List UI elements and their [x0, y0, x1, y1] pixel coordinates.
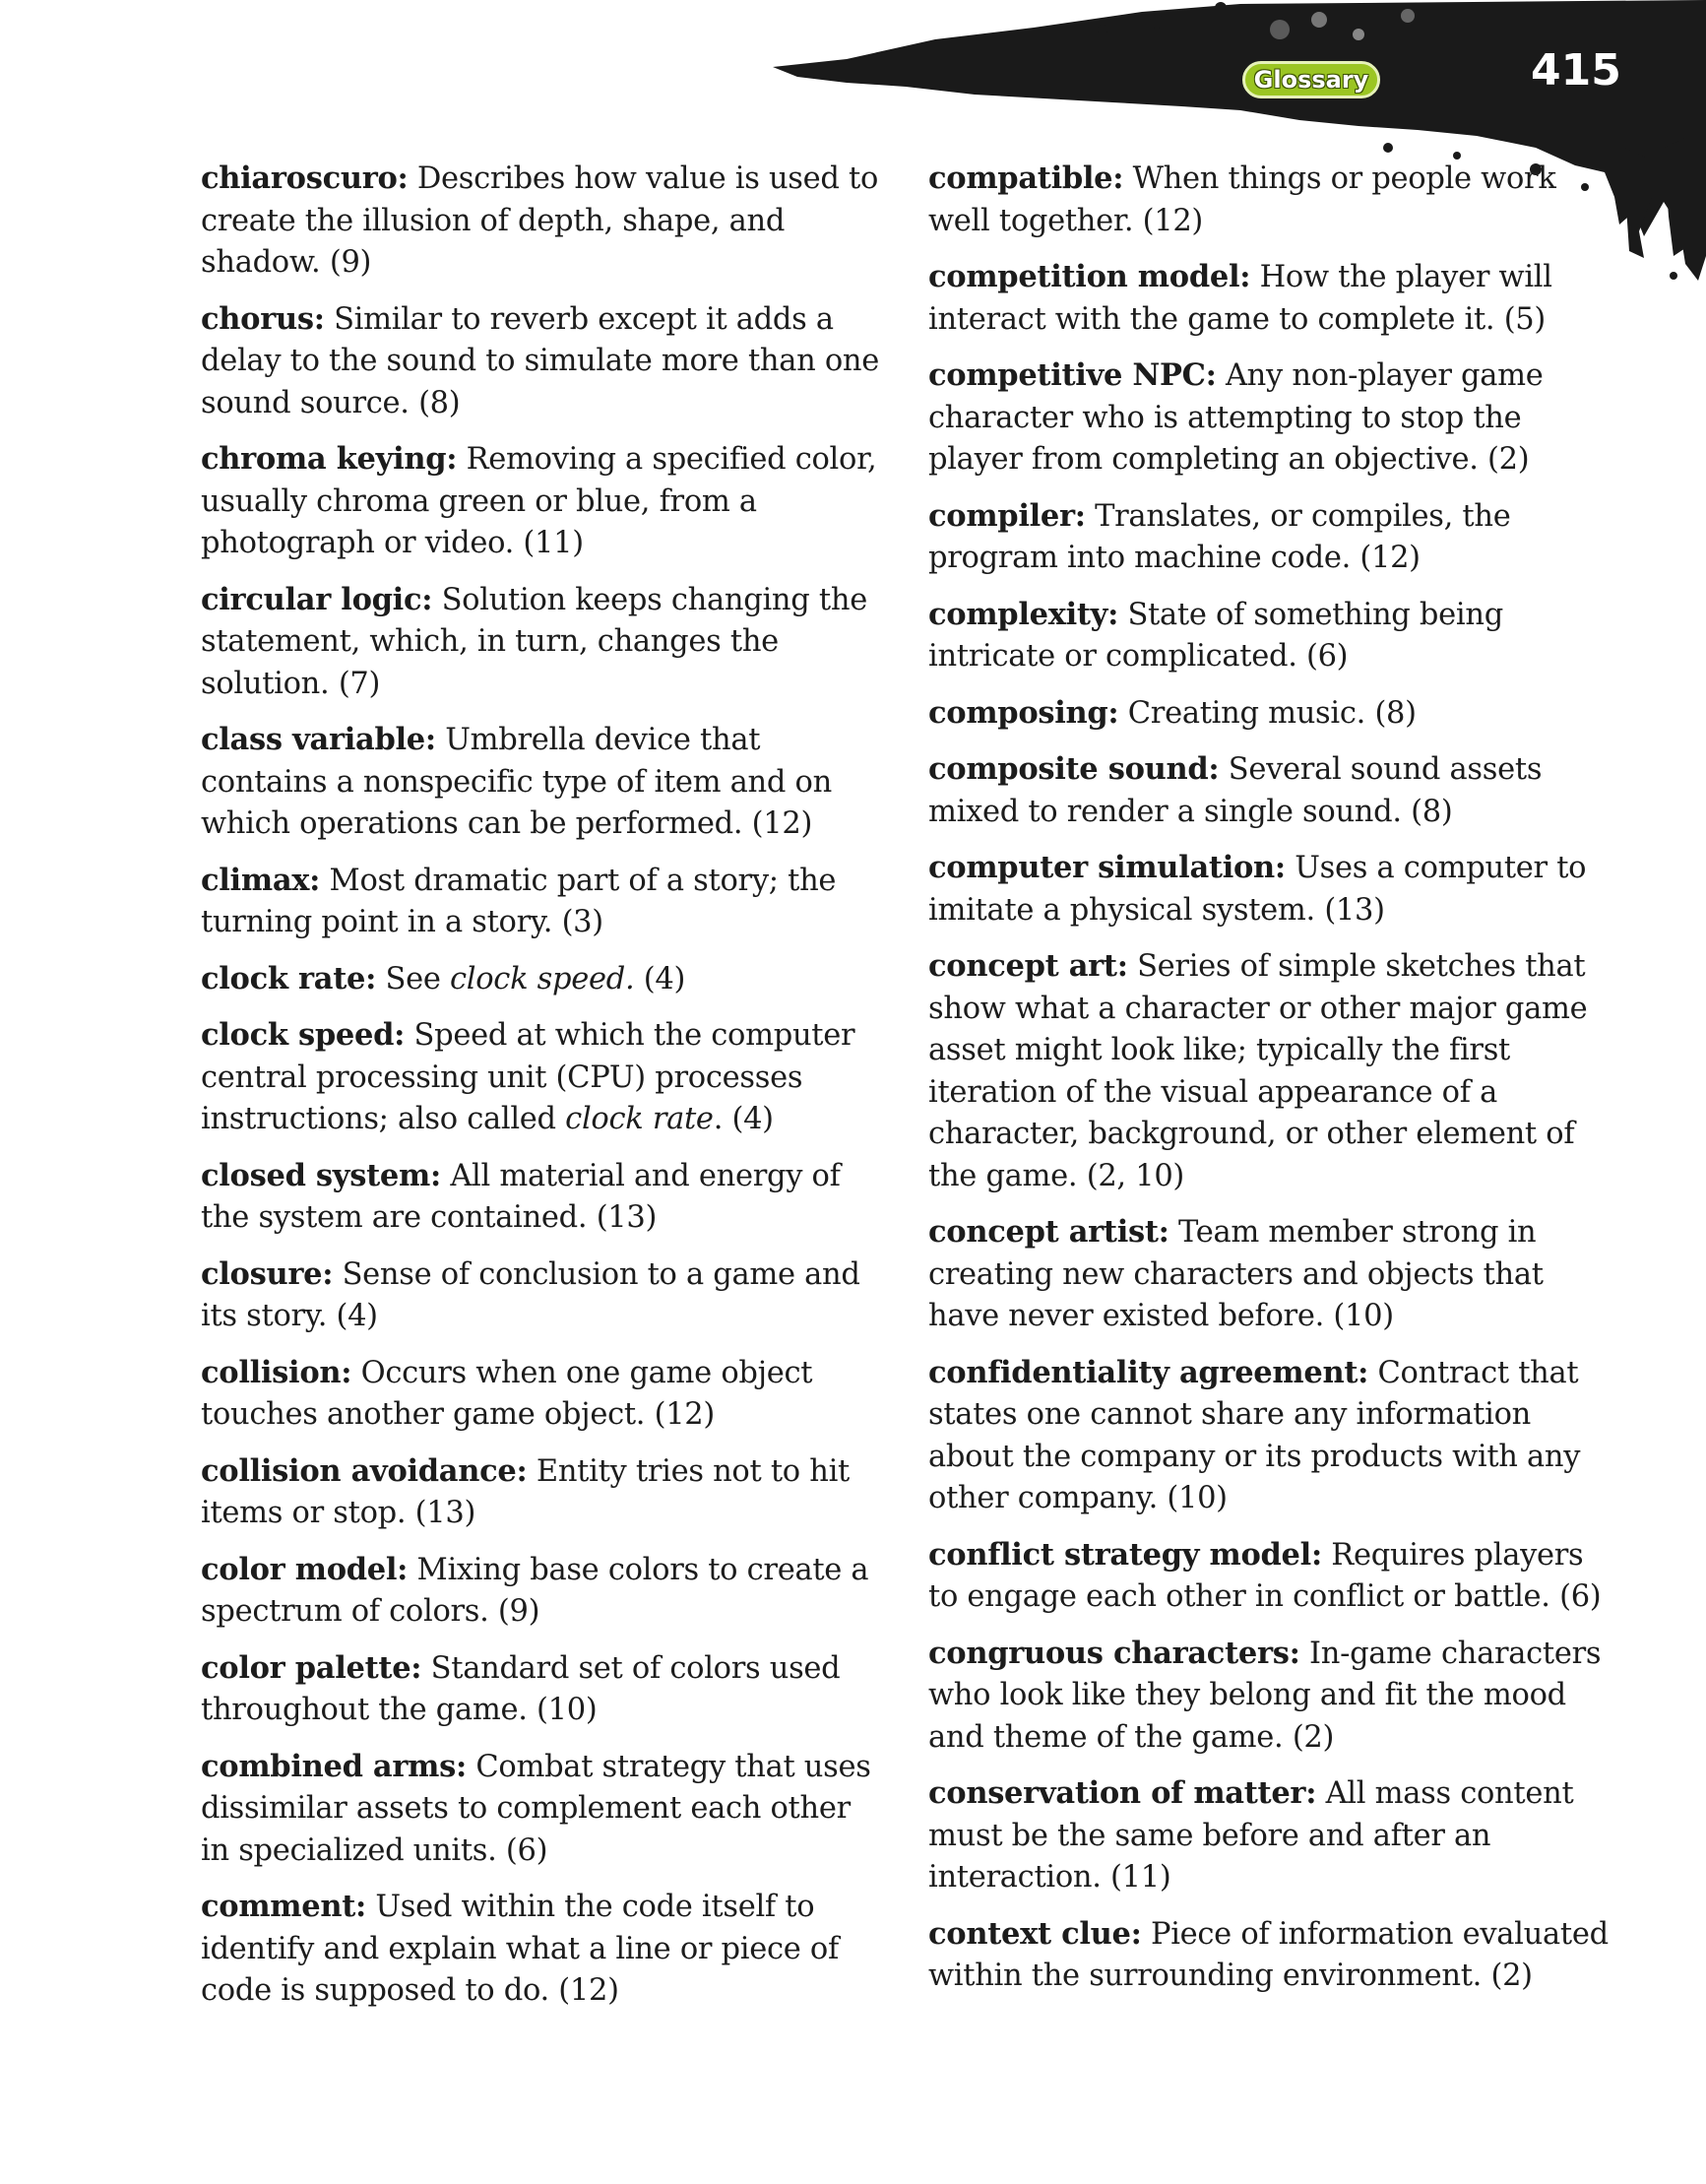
glossary-definition: Standard set of colors used throughout the game. (10) [201, 1650, 841, 1727]
glossary-term: clock speed: [201, 1017, 406, 1053]
glossary-term: color palette: [201, 1649, 422, 1686]
glossary-entry [928, 158, 1612, 242]
glossary-term: concept art: [928, 948, 1128, 984]
glossary-entry [201, 860, 880, 944]
glossary-term: combined arms: [201, 1748, 467, 1784]
glossary-definition: Sense of conclusion to a game and its story. (4) [201, 1256, 860, 1333]
glossary-definition: Used within the code itself to identify and explain what a line or piece of code is supposed to do. (12) [201, 1890, 839, 2008]
glossary-definition: Umbrella device that contains a nonspecific type of item and on which operations can be performed. (12) [201, 723, 832, 841]
glossary-term: complexity: [928, 596, 1119, 632]
glossary-term: composing: [928, 694, 1119, 731]
glossary-definition: Speed at which the computer central processing unit (CPU) processes instructions; also called [201, 1018, 855, 1136]
glossary-entry [928, 748, 1612, 833]
glossary-term: competitive NPC: [928, 357, 1217, 393]
glossary-term: comment: [201, 1889, 366, 1924]
glossary-entry [928, 1772, 1612, 1899]
glossary-definition: Most dramatic part of a story; the turning point in a story. (3) [201, 863, 837, 939]
glossary-term: chroma keying: [201, 441, 458, 477]
glossary-definition: Piece of information evaluated within the surrounding environment. (2) [928, 1916, 1609, 1993]
glossary-definition: In-game characters who look like they belong and fit the mood and theme of the game. (2) [928, 1636, 1602, 1755]
glossary-term: computer simulation: [928, 850, 1286, 885]
glossary-definition: Contract that states one cannot share any information about the company or its products with any other company. (10) [928, 1355, 1581, 1515]
glossary-term: class variable: [201, 722, 436, 757]
glossary-definition: How the player will interact with the game to complete it. (5) [928, 260, 1552, 337]
glossary-definition: Any non-player game character who is attempting to stop the player from completing an objective. (2) [928, 358, 1544, 477]
cross-reference: clock rate [565, 1102, 714, 1136]
glossary-entry [928, 495, 1612, 580]
glossary-definition: Mixing base colors to create a spectrum of colors. (9) [201, 1552, 869, 1629]
glossary-definition: See [376, 961, 450, 996]
glossary-entry [201, 438, 880, 565]
glossary-entry [201, 1886, 880, 2013]
glossary-term: concept artist: [928, 1214, 1169, 1250]
glossary-definition: Team member strong in creating new characters and objects that have never existed before. (10) [928, 1215, 1544, 1333]
glossary-column-right [928, 158, 1612, 2012]
glossary-entry [201, 1450, 880, 1535]
glossary-entry [928, 256, 1612, 341]
glossary-term: chiaroscuro: [201, 161, 409, 196]
chapter-reference: . (4) [713, 1102, 774, 1136]
glossary-definition: All mass content must be the same before and after an interaction. (11) [928, 1776, 1574, 1895]
glossary-term: closure: [201, 1255, 334, 1292]
glossary-term: closed system: [201, 1157, 441, 1193]
glossary-entry [928, 945, 1612, 1197]
glossary-term: color model: [201, 1551, 409, 1587]
glossary-entry [201, 1155, 880, 1240]
glossary-definition: Several sound assets mixed to render a single sound. (8) [928, 752, 1543, 829]
glossary-entry [201, 1549, 880, 1634]
glossary-term: congruous characters: [928, 1635, 1300, 1671]
glossary-entry [928, 594, 1612, 678]
glossary-definition: Requires players to engage each other in conflict or battle. (6) [928, 1537, 1602, 1614]
glossary-entry [201, 958, 880, 1001]
glossary-entry [928, 1211, 1612, 1338]
glossary-term: clock rate: [201, 960, 377, 996]
glossary-term: chorus: [201, 300, 325, 337]
glossary-entry [928, 1913, 1612, 1998]
glossary-entry [928, 354, 1612, 482]
glossary-definition: State of something being intricate or complicated. (6) [928, 597, 1503, 674]
glossary-entry [201, 298, 880, 425]
glossary-definition: Describes how value is used to create the illusion of depth, shape, and shadow. (9) [201, 161, 879, 280]
glossary-term: conservation of matter: [928, 1775, 1317, 1811]
page-number: 415 [1531, 45, 1621, 96]
glossary-definition: Combat strategy that uses dissimilar assets to complement each other in specialized units. (6) [201, 1749, 871, 1868]
glossary-definition: Uses a computer to imitate a physical system. (13) [928, 851, 1587, 928]
glossary-term: climax: [201, 862, 321, 898]
glossary-entry [201, 579, 880, 706]
glossary-definition: All material and energy of the system are contained. (13) [201, 1158, 841, 1235]
glossary-entry [201, 158, 880, 285]
glossary-entry [201, 1647, 880, 1732]
glossary-entry [928, 692, 1612, 736]
glossary-definition: Series of simple sketches that show what a character or other major game asset might look like; typically the first iteration of the visual appearance of a character, background, or other element of the game. (2, 10) [928, 949, 1588, 1193]
glossary-definition: Removing a specified color, usually chroma green or blue, from a photograph or video. (11) [201, 442, 877, 560]
glossary-entry [201, 1253, 880, 1338]
glossary-term: composite sound: [928, 751, 1220, 787]
glossary-definition: Similar to reverb except it adds a delay to the sound to simulate more than one sound source. (8) [201, 301, 880, 420]
chapter-reference: (4) [634, 961, 686, 996]
glossary-entry [201, 1746, 880, 1873]
glossary-definition: Occurs when one game object touches another game object. (12) [201, 1355, 813, 1432]
glossary-section-badge: Glossary [1242, 61, 1380, 98]
glossary-term: compatible: [928, 161, 1124, 196]
glossary-definition: Solution keeps changing the statement, which, in turn, changes the solution. (7) [201, 582, 867, 701]
glossary-term: collision avoidance: [201, 1452, 528, 1489]
glossary-definition: When things or people work well together. (12) [928, 161, 1556, 238]
glossary-entry [928, 1352, 1612, 1520]
glossary-definition: Entity tries not to hit items or stop. (13) [201, 1453, 850, 1530]
glossary-entry [928, 847, 1612, 931]
glossary-entry [201, 719, 880, 846]
glossary-term: circular logic: [201, 581, 433, 617]
glossary-term: compiler: [928, 497, 1086, 534]
glossary-definition: Creating music. (8) [1118, 695, 1417, 731]
glossary-entry [201, 1352, 880, 1437]
glossary-column-left [201, 158, 880, 2026]
glossary-term: confidentiality agreement: [928, 1354, 1369, 1390]
glossary-term: competition model: [928, 259, 1251, 294]
glossary-term: collision: [201, 1354, 352, 1390]
glossary-definition: Translates, or compiles, the program into machine code. (12) [928, 498, 1511, 575]
glossary-term: conflict strategy model: [928, 1536, 1322, 1573]
glossary-term: context clue: [928, 1915, 1142, 1952]
cross-reference: clock speed. [450, 961, 635, 996]
glossary-entry [201, 1014, 880, 1141]
glossary-entry [928, 1633, 1612, 1760]
glossary-entry [928, 1534, 1612, 1619]
